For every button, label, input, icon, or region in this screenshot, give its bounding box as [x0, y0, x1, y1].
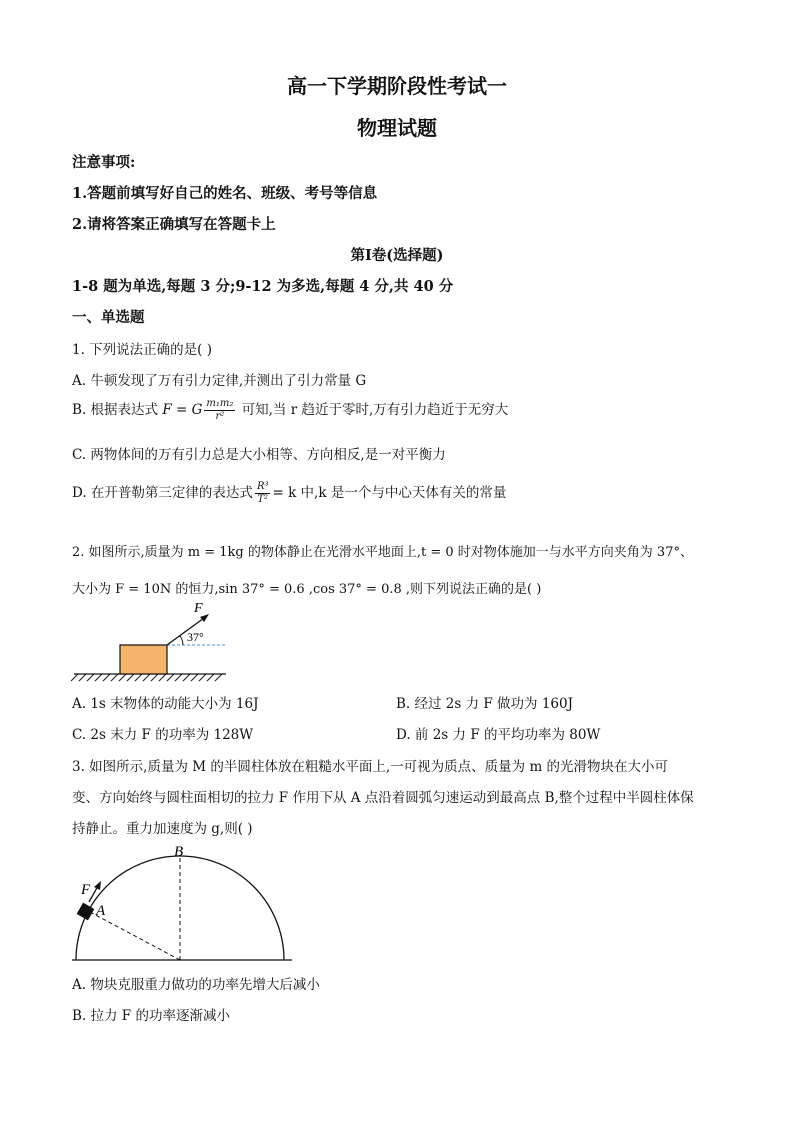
q1-option-b [72, 398, 508, 423]
q1-d-prefix: D. 在开普勒第三定律的表达式 [72, 485, 253, 501]
q1-option-c: C. 两物体间的万有引力总是大小相等、方向相反,是一对平衡力 [72, 447, 446, 463]
ground-hatching [71, 674, 222, 681]
q3-figure [70, 842, 300, 967]
q2-option-b: B. 经过 2s 力 F 做功为 160J [396, 696, 574, 712]
scoring-rules: 1-8 题为单选,每题 3 分;9-12 为多选,每题 4 分,共 40 分 [72, 278, 454, 295]
tangent-force-arrowhead [94, 881, 101, 890]
q2-stem-line-2: 大小为 F = 10N 的恒力,sin 37° = 0.6 ,cos 37° = 0.8 ,则下列说法正确的是( ) [72, 582, 542, 597]
notes-item-1: 1.答题前填写好自己的姓名、班级、考号等信息 [72, 185, 378, 202]
q3-stem-line-1: 3. 如图所示,质量为 M 的半圆柱体放在粗糙水平面上,一可视为质点、质量为 m 的光滑物块在大小可 [72, 759, 669, 775]
radius-to-a [90, 912, 180, 960]
exam-subtitle: 物理试题 [357, 116, 437, 140]
angle-arc [180, 636, 183, 645]
section-heading: 一、单选题 [72, 309, 145, 326]
block [120, 645, 167, 674]
tangent-force-arrow [89, 886, 98, 902]
q2-option-a: A. 1s 末物体的动能大小为 16J [72, 696, 259, 712]
q1-b-prefix: B. 根据表达式 [72, 402, 159, 418]
q2-stem-line-1: 2. 如图所示,质量为 m = 1kg 的物体静止在光滑水平地面上,t = 0 时对物体施加一与水平方向夹角为 37°、 [72, 545, 693, 560]
q3-option-b: B. 拉力 F 的功率逐渐减小 [72, 1008, 230, 1024]
label-f: F [81, 882, 91, 898]
exam-title: 高一下学期阶段性考试一 [287, 74, 507, 98]
label-a: A [96, 903, 106, 919]
q3-stem-line-3: 持静止。重力加速度为 g,则( ) [72, 821, 253, 837]
angle-label: 37° [187, 630, 204, 644]
q1-d-fraction: $\frac{\text{R³}}{\text{T²}}$ [256, 481, 269, 505]
notes-heading: 注意事项: [72, 154, 136, 171]
q3-option-a: A. 物块克服重力做功的功率先增大后减小 [72, 977, 320, 993]
q1-d-suffix: = k 中,k 是一个与中心天体有关的常量 [272, 485, 507, 501]
q1-b-formula: F = G [162, 402, 203, 418]
label-b: B [174, 844, 184, 860]
q2-figure [70, 598, 240, 682]
force-label: F [194, 601, 203, 616]
q1-option-a: A. 牛顿发现了万有引力定律,并测出了引力常量 G [72, 373, 367, 389]
q2-option-d: D. 前 2s 力 F 的平均功率为 80W [396, 727, 601, 743]
q1-b-fraction: $\frac{\text{m₁m₂}}{\text{r²}}$ [206, 398, 234, 422]
q2-option-c: C. 2s 末力 F 的功率为 128W [72, 727, 254, 743]
q1-b-suffix: 可知,当 r 趋近于零时,万有引力趋近于无穷大 [241, 402, 509, 418]
q1-stem: 1. 下列说法正确的是( ) [72, 342, 212, 358]
q3-stem-line-2: 变、方向始终与圆柱面相切的拉力 F 作用下从 A 点沿着圆弧匀速运动到最高点 B,整个过程中半圆柱体保 [72, 790, 694, 806]
part-title: 第Ⅰ卷(选择题) [350, 247, 444, 264]
q1-option-d [72, 481, 506, 506]
notes-item-2: 2.请将答案正确填写在答题卡上 [72, 216, 276, 233]
